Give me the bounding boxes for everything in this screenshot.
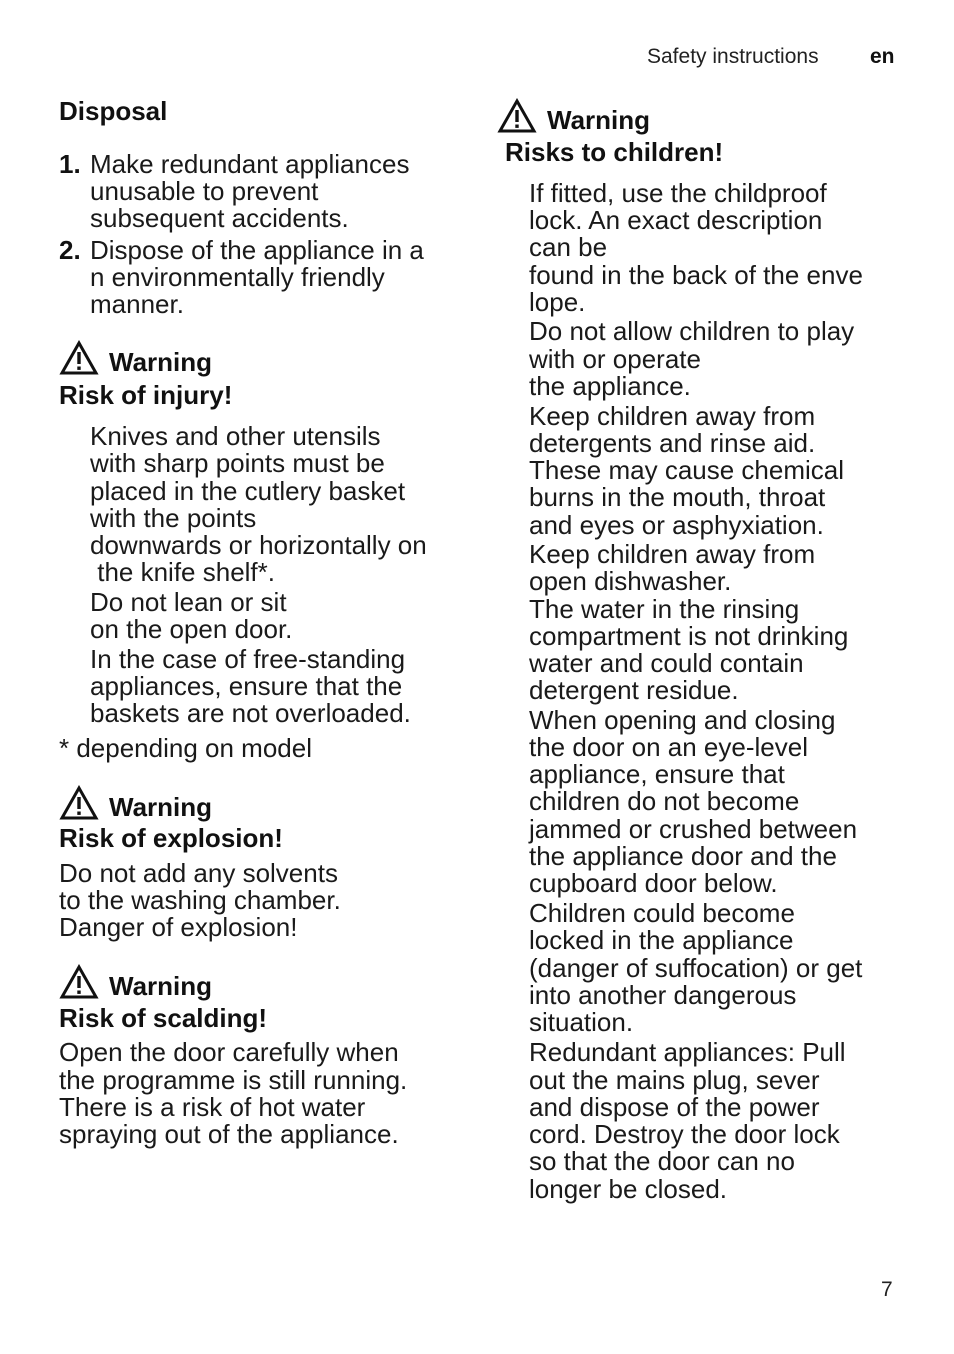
paragraph-line: on the open door. — [90, 614, 293, 644]
page-number: 7 — [881, 1278, 893, 1301]
warning-label-children — [497, 98, 650, 134]
list-number: 1. — [59, 149, 81, 179]
warning-label-scalding — [59, 964, 212, 1000]
paragraph-line: In the case of free-standing — [90, 644, 406, 674]
paragraph-line: can be — [529, 232, 608, 262]
header-language: en — [870, 45, 895, 68]
paragraph-line: burns in the mouth, throat — [529, 482, 826, 512]
paragraph-line: water and could contain — [529, 648, 804, 678]
paragraph-line: the appliance door and the — [529, 841, 837, 871]
paragraph-line: downwards or horizontally on — [90, 530, 427, 560]
paragraph-line: baskets are not overloaded. — [90, 698, 411, 728]
paragraph-line: longer be closed. — [529, 1174, 728, 1204]
paragraph-line: spraying out of the appliance. — [59, 1119, 399, 1149]
paragraph-line: appliances, ensure that the — [90, 671, 403, 701]
paragraph-line: detergent residue. — [529, 675, 739, 705]
footnote: * depending on model — [59, 733, 312, 763]
paragraph-line: The water in the rinsing — [529, 594, 800, 624]
paragraph-line: Knives and other utensils — [90, 421, 381, 451]
risk-children-title: Risks to children! — [505, 137, 724, 167]
paragraph-line: There is a risk of hot water — [59, 1092, 366, 1122]
paragraph-line: with or operate — [529, 344, 701, 374]
paragraph-line: the programme is still running. — [59, 1065, 408, 1095]
paragraph-line: jammed or crushed between — [529, 814, 858, 844]
paragraph-line: If fitted, use the childproof — [529, 178, 827, 208]
paragraph-line: detergents and rinse aid. — [529, 428, 816, 458]
paragraph-line: so that the door can no — [529, 1146, 795, 1176]
paragraph-line: (danger of suffocation) or get — [529, 953, 863, 983]
risk-injury-title: Risk of injury! — [59, 380, 233, 410]
list-number: 2. — [59, 235, 81, 265]
paragraph-line: the door on an eye-level — [529, 732, 808, 762]
paragraph-line: lope. — [529, 287, 586, 317]
disposal-item-line: manner. — [90, 289, 184, 319]
paragraph-line: Do not allow children to play — [529, 316, 855, 346]
paragraph-line: situation. — [529, 1007, 634, 1037]
warning-triangle-icon — [59, 964, 99, 1000]
warning-text: Warning — [109, 971, 213, 1001]
paragraph-line: Open the door carefully when — [59, 1037, 399, 1067]
paragraph-line: Danger of explosion! — [59, 912, 298, 942]
paragraph-line: appliance, ensure that — [529, 759, 785, 789]
paragraph-line: the knife shelf*. — [90, 557, 275, 587]
paragraph-line: Keep children away from — [529, 401, 816, 431]
paragraph-line: and dispose of the power — [529, 1092, 820, 1122]
paragraph-line: cupboard door below. — [529, 868, 778, 898]
disposal-item-line: Make redundant appliances — [90, 149, 410, 179]
warning-triangle-icon — [59, 785, 99, 821]
paragraph-line: with sharp points must be — [90, 448, 385, 478]
paragraph-line: Redundant appliances: Pull — [529, 1037, 846, 1067]
paragraph-line: with the points — [90, 503, 257, 533]
paragraph-line: Do not lean or sit — [90, 587, 287, 617]
paragraph-line: When opening and closing — [529, 705, 836, 735]
paragraph-line: and eyes or asphyxiation. — [529, 510, 824, 540]
warning-triangle-icon — [497, 98, 537, 134]
risk-explosion-title: Risk of explosion! — [59, 823, 283, 853]
paragraph-line: found in the back of the enve — [529, 260, 863, 290]
paragraph-line: locked in the appliance — [529, 925, 794, 955]
warning-text: Warning — [547, 105, 651, 135]
paragraph-line: These may cause chemical — [529, 455, 845, 485]
paragraph-line: placed in the cutlery basket — [90, 476, 406, 506]
warning-label-explosion — [59, 785, 212, 821]
warning-triangle-icon — [59, 340, 99, 376]
disposal-item-line: subsequent accidents. — [90, 203, 349, 233]
paragraph-line: Children could become — [529, 898, 795, 928]
risk-scalding-title: Risk of scalding! — [59, 1003, 268, 1033]
paragraph-line: cord. Destroy the door lock — [529, 1119, 840, 1149]
paragraph-line: to the washing chamber. — [59, 885, 341, 915]
warning-text: Warning — [109, 792, 213, 822]
paragraph-line: open dishwasher. — [529, 566, 732, 596]
disposal-item-line: unusable to prevent — [90, 176, 319, 206]
paragraph-line: out the mains plug, sever — [529, 1065, 820, 1095]
paragraph-line: Do not add any solvents — [59, 858, 338, 888]
warning-text: Warning — [109, 347, 213, 377]
paragraph-line: Keep children away from — [529, 539, 816, 569]
paragraph-line: the appliance. — [529, 371, 691, 401]
header-section-title: Safety instructions — [647, 45, 819, 68]
paragraph-line: into another dangerous — [529, 980, 797, 1010]
paragraph-line: children do not become — [529, 786, 800, 816]
disposal-heading: Disposal — [59, 96, 168, 126]
paragraph-line: compartment is not drinking — [529, 621, 849, 651]
disposal-item-line: n environmentally friendly — [90, 262, 385, 292]
disposal-item-line: Dispose of the appliance in a — [90, 235, 424, 265]
paragraph-line: lock. An exact description — [529, 205, 823, 235]
warning-label-injury — [59, 340, 212, 376]
